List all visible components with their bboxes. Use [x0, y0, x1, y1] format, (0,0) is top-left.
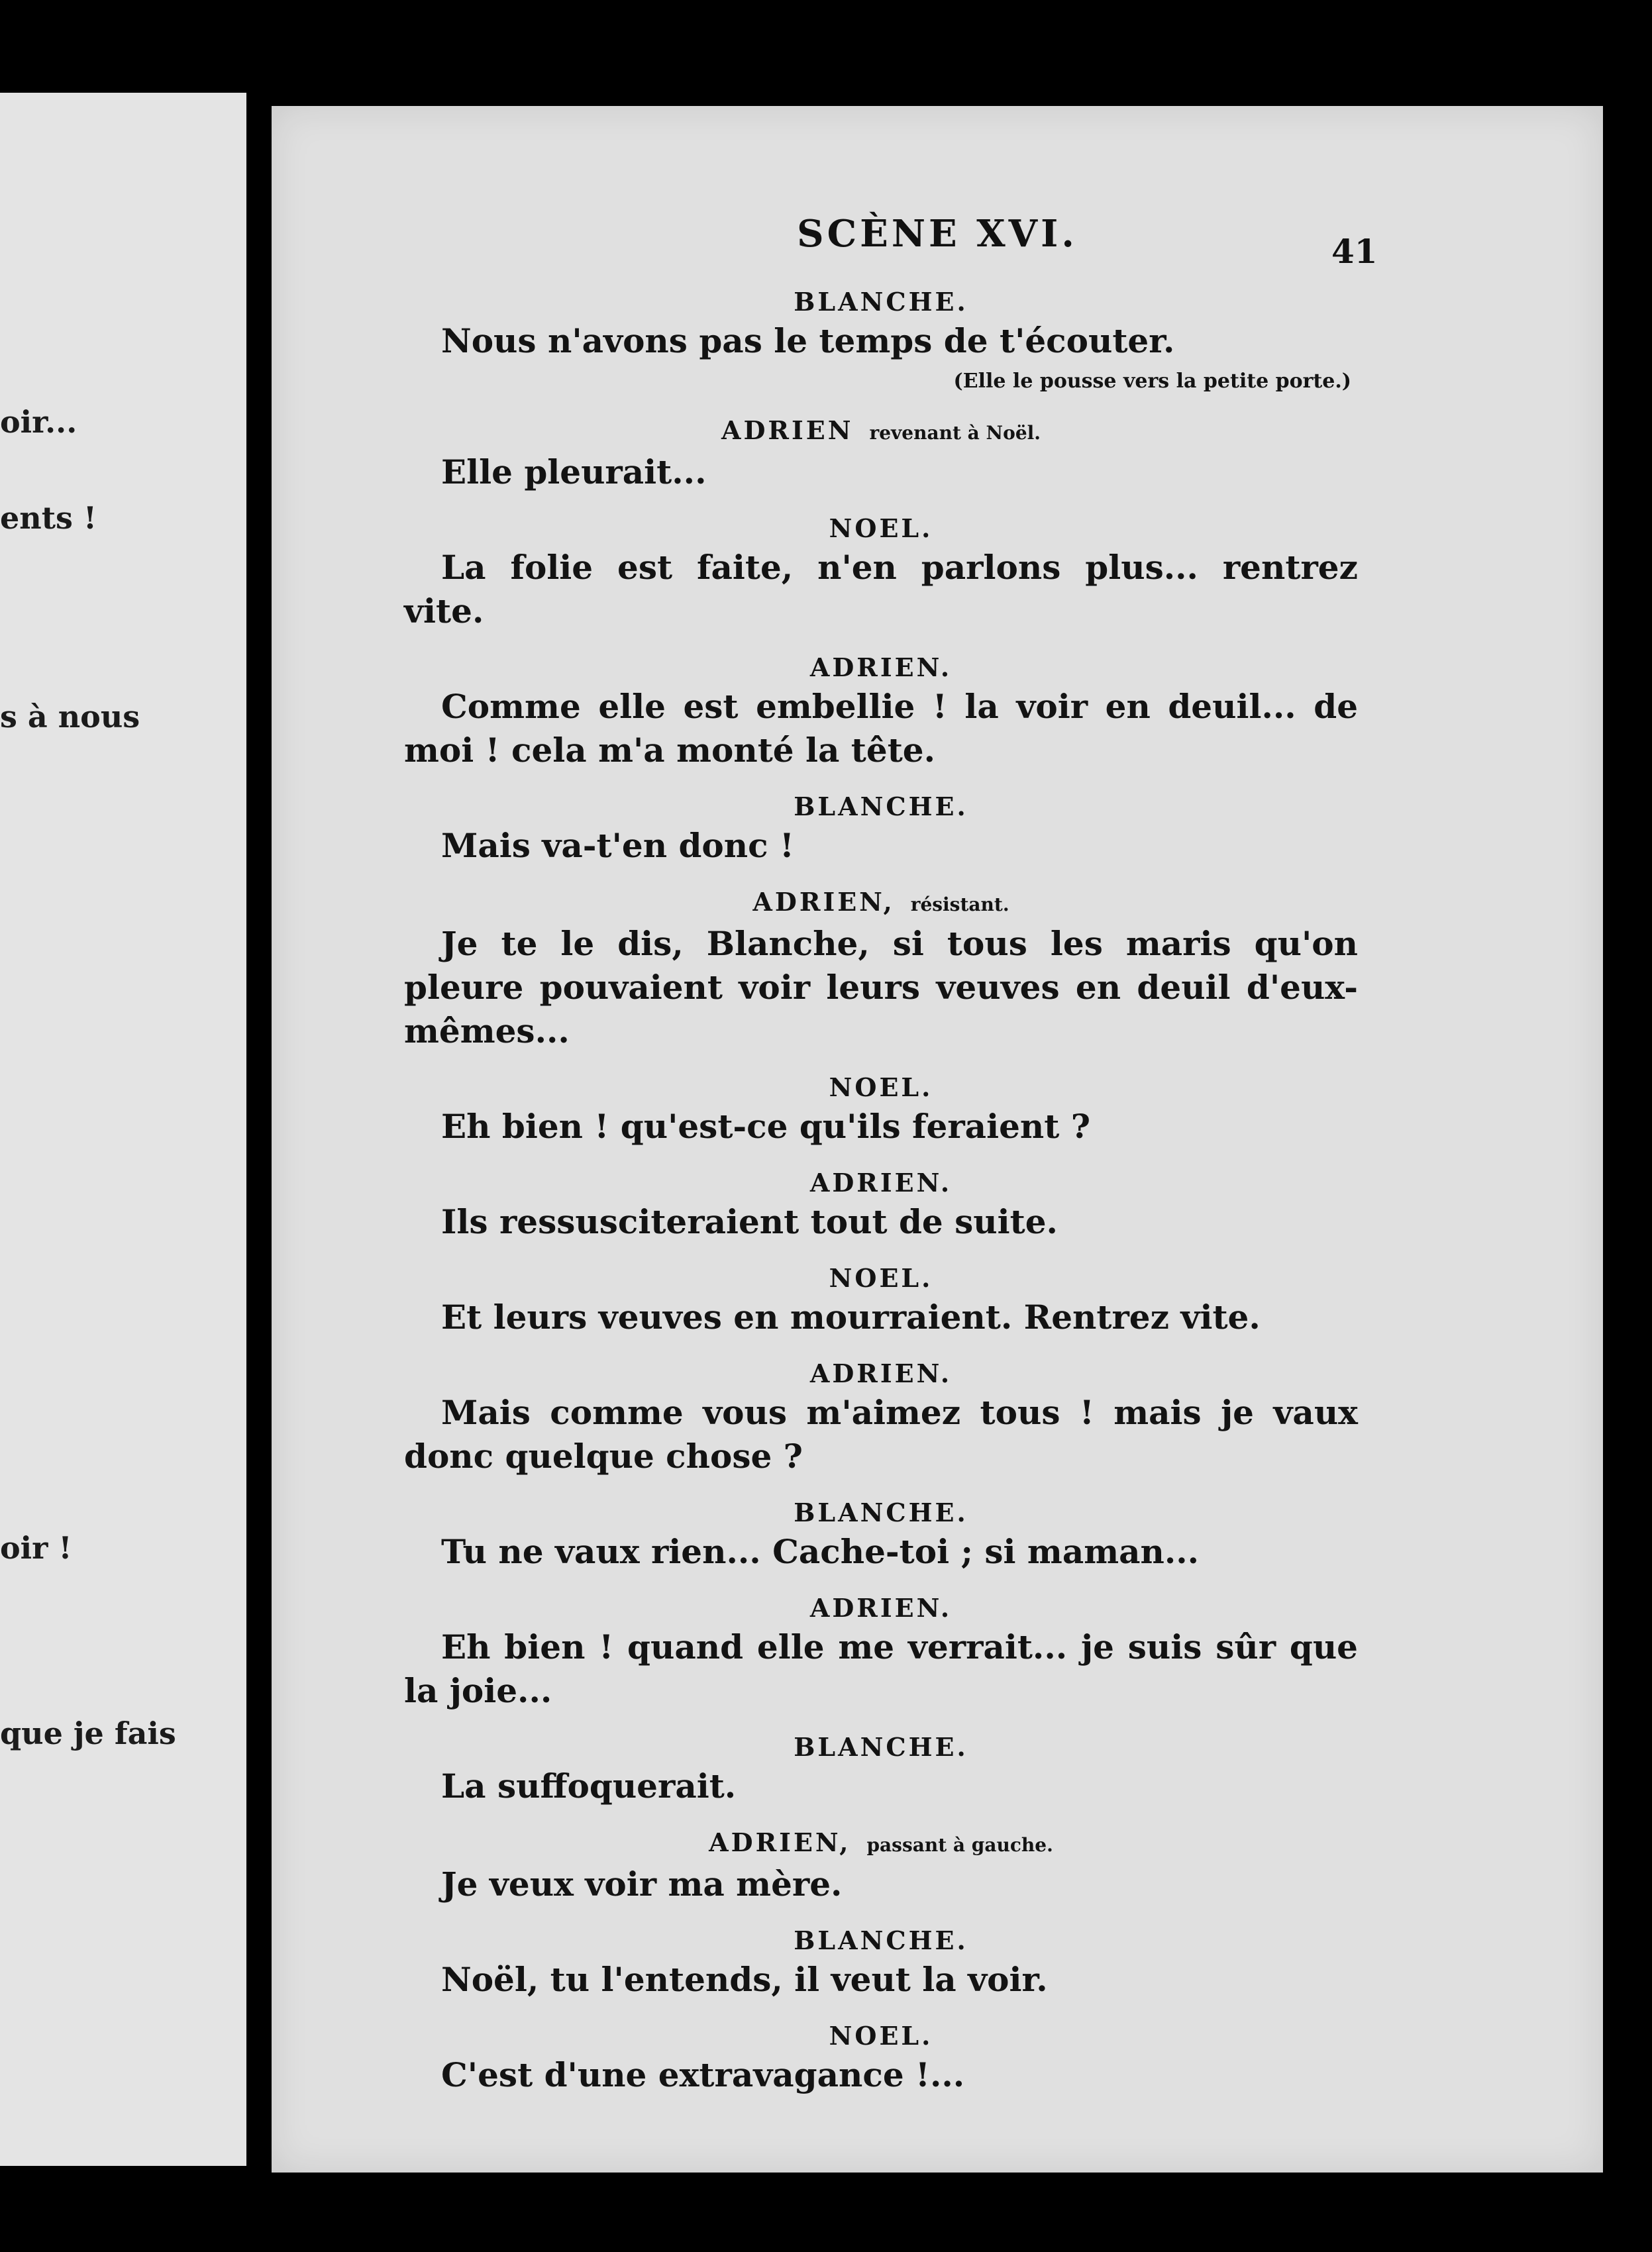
speaker-heading [404, 2019, 1358, 2053]
speech-block [404, 511, 1358, 633]
speaker-direction: passant à gauche. [866, 1834, 1053, 1856]
speech-block [404, 885, 1358, 1053]
speaker-name: ADRIEN. [809, 1168, 953, 1198]
speech-block [404, 1261, 1358, 1339]
dialogue-text: Elle pleurait... [441, 452, 707, 491]
speaker-name: ADRIEN [721, 415, 854, 445]
speaker-heading [404, 1166, 1358, 1200]
dialogue-text: Je veux voir ma mère. [441, 1865, 843, 1904]
speech-block [404, 1166, 1358, 1244]
speech-block [404, 1730, 1358, 1808]
dialogue-text: Mais va-t'en donc ! [441, 826, 794, 865]
speech-block [404, 650, 1358, 772]
speaker-name: ADRIEN. [809, 1358, 953, 1388]
dialogue-text: Noël, tu l'entends, il veut la voir. [441, 1960, 1048, 1999]
speech-block [404, 1923, 1358, 2002]
speaker-heading [404, 650, 1358, 685]
speaker-name: NOEL. [829, 1263, 933, 1293]
speaker-heading [404, 790, 1358, 824]
speech-block [404, 2019, 1358, 2097]
speaker-name: NOEL. [829, 513, 933, 543]
speaker-heading [404, 885, 1358, 922]
running-head: SCÈNE XVI. [797, 212, 1078, 256]
dialogue-text: Eh bien ! qu'est-ce qu'ils feraient ? [441, 1107, 1091, 1146]
book-page [272, 106, 1603, 2173]
speech-block [404, 1070, 1358, 1149]
speaker-name: BLANCHE. [794, 1498, 968, 1527]
left-page-text: ents ! [0, 500, 97, 536]
speaker-name: ADRIEN. [809, 652, 953, 682]
speech-block [404, 1825, 1358, 1906]
left-page-text: oir ! [0, 1530, 72, 1566]
dialogue-text: Tu ne vaux rien... Cache-toi ; si maman... [441, 1532, 1200, 1571]
dialogue-text: Nous n'avons pas le temps de t'écouter. [441, 321, 1175, 360]
left-page-text: oir... [0, 404, 77, 440]
speaker-name: BLANCHE. [794, 1925, 968, 1955]
speech-block [404, 1591, 1358, 1713]
speaker-name: ADRIEN, [709, 1827, 851, 1857]
speaker-heading [404, 1825, 1358, 1863]
speaker-name: NOEL. [829, 2021, 933, 2051]
dialogue-text: Et leurs veuves en mourraient. Rentrez vite. [441, 1298, 1261, 1337]
speech-block [404, 285, 1358, 396]
dialogue-text: Je te le dis, Blanche, si tous les maris qu'on pleure pouvaient voir leurs veuves en deuil d'eux-mêmes... [404, 924, 1358, 1050]
speaker-heading [404, 511, 1358, 546]
speaker-name: NOEL. [829, 1072, 933, 1102]
speech-block [404, 790, 1358, 868]
dialogue-text: Comme elle est embellie ! la voir en deuil... de moi ! cela m'a monté la tête. [404, 687, 1358, 770]
dialogue-text: Eh bien ! quand elle me verrait... je suis sûr que la joie... [404, 1627, 1358, 1710]
page-number: 41 [1331, 232, 1378, 271]
speech-block [404, 1356, 1358, 1478]
speaker-heading [404, 1070, 1358, 1105]
speaker-name: ADRIEN, [752, 887, 895, 917]
speaker-heading [404, 1496, 1358, 1530]
speaker-heading [404, 1261, 1358, 1296]
left-page-fragment [0, 93, 246, 2166]
dialogue-text: Mais comme vous m'aimez tous ! mais je vaux donc quelque chose ? [404, 1393, 1358, 1476]
dialogue-text: C'est d'une extravagance !... [441, 2055, 965, 2094]
speaker-name: BLANCHE. [794, 1732, 968, 1762]
book-gutter [246, 0, 272, 2252]
speaker-heading [404, 413, 1358, 450]
speaker-name: BLANCHE. [794, 792, 968, 821]
stage-direction: (Elle le pousse vers la petite porte.) [953, 370, 1351, 393]
speaker-heading [404, 1356, 1358, 1391]
speaker-direction: résistant. [910, 894, 1009, 915]
speech-block [404, 413, 1358, 494]
dialogue-text: La folie est faite, n'en parlons plus... rentrez vite. [404, 548, 1358, 631]
speech-list [404, 285, 1358, 2097]
speaker-heading [404, 285, 1358, 319]
speaker-name: ADRIEN. [809, 1593, 953, 1623]
speaker-direction: revenant à Noël. [869, 422, 1041, 444]
left-page-text: que je fais [0, 1715, 176, 1751]
speaker-heading [404, 1591, 1358, 1625]
speech-block [404, 1496, 1358, 1574]
dialogue-text: Ils ressusciteraient tout de suite. [441, 1202, 1058, 1241]
speaker-heading [404, 1923, 1358, 1958]
speaker-name: BLANCHE. [794, 287, 968, 317]
left-page-text: s à nous [0, 699, 140, 735]
dialogue-text: La suffoquerait. [441, 1766, 737, 1806]
speaker-heading [404, 1730, 1358, 1765]
